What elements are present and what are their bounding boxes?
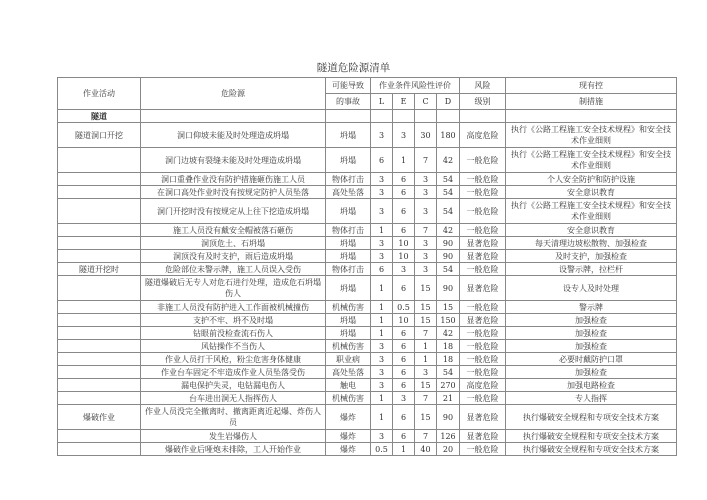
table-row: [58, 443, 677, 456]
cell-l: 3: [371, 430, 393, 443]
cell-activity: [58, 327, 141, 340]
cell-e: 6: [393, 379, 415, 392]
header-evaluation: 作业条件风险性评价: [371, 78, 460, 94]
cell-control: 执行爆破安全规程和专项安全技术方案: [506, 430, 677, 443]
cell-accident: 坍塌: [326, 199, 371, 224]
table-row: [58, 379, 677, 392]
cell-accident: 物体打击: [326, 263, 371, 276]
cell-c: 3: [415, 199, 437, 224]
cell-d: 15: [437, 301, 460, 314]
cell-control: 加强检查: [506, 340, 677, 353]
table-row: [58, 123, 677, 148]
cell-e: 6: [393, 199, 415, 224]
cell-accident: 坍塌: [326, 250, 371, 263]
cell-activity: [58, 314, 141, 327]
section-row: [58, 110, 677, 123]
cell-hazard: 爆破作业后哑炮未排除，工人开始作业: [141, 443, 326, 456]
cell-risk: 高度危险: [460, 379, 506, 392]
cell-risk: 一般危险: [460, 340, 506, 353]
cell-hazard: 作业台车固定不牢造成作业人员坠落受伤: [141, 366, 326, 379]
header-accident-2: 的事故: [326, 94, 371, 110]
cell-risk: 一般危险: [460, 353, 506, 366]
cell-e: 1: [393, 443, 415, 456]
table-row: [58, 366, 677, 379]
cell-c: 40: [415, 443, 437, 456]
cell-l: 3: [371, 340, 393, 353]
cell-accident: 坍塌: [326, 327, 371, 340]
cell-c: 30: [415, 123, 437, 148]
cell-d: 20: [437, 443, 460, 456]
cell-activity: [58, 148, 141, 173]
table-row: [58, 250, 677, 263]
cell-activity: [58, 392, 141, 405]
section-label: 隧道: [58, 110, 141, 123]
cell-activity: 隧道开挖时: [58, 263, 141, 276]
cell-risk: 显著危险: [460, 237, 506, 250]
cell-hazard: 作业人员没完全撤离时、撤离距离近起爆、炸伤人员: [141, 405, 326, 430]
cell-hazard: 施工人员没有戴安全帽被落石砸伤: [141, 224, 326, 237]
cell-e: 6: [393, 186, 415, 199]
table-row: [58, 430, 677, 443]
cell-risk: 一般危险: [460, 148, 506, 173]
cell-e: 10: [393, 314, 415, 327]
cell-activity: [58, 301, 141, 314]
document-title: 隧道危险源清单: [316, 62, 391, 74]
cell-hazard: 台车进出洞无人指挥伤人: [141, 392, 326, 405]
cell-activity: 隧道洞口开挖: [58, 123, 141, 148]
cell-hazard: 钻眼前没检查流石伤人: [141, 327, 326, 340]
header-risk: 风险: [460, 78, 506, 94]
cell-hazard: 支护不牢、坍不及时塌: [141, 314, 326, 327]
cell-d: 90: [437, 237, 460, 250]
cell-l: 6: [371, 263, 393, 276]
table-row: [58, 327, 677, 340]
cell-l: 3: [371, 366, 393, 379]
cell-control: 执行《公路工程施工安全技术规程》和安全技术作业细则: [506, 123, 677, 148]
cell-control: 警示牌: [506, 301, 677, 314]
header-L: L: [371, 94, 393, 110]
table-row: [58, 314, 677, 327]
cell-d: 18: [437, 340, 460, 353]
cell-e: 10: [393, 237, 415, 250]
header-D: D: [437, 94, 460, 110]
cell-d: 150: [437, 314, 460, 327]
cell-accident: 爆炸: [326, 430, 371, 443]
cell-control: 加强电路检查: [506, 379, 677, 392]
cell-risk: 一般危险: [460, 392, 506, 405]
cell-l: 3: [371, 237, 393, 250]
cell-risk: 高度危险: [460, 123, 506, 148]
cell-e: 3: [393, 392, 415, 405]
cell-d: 90: [437, 250, 460, 263]
cell-l: 3: [371, 250, 393, 263]
cell-accident: 职业病: [326, 353, 371, 366]
cell-d: 54: [437, 199, 460, 224]
header-activity: 作业活动: [58, 78, 141, 110]
cell-e: 3: [393, 263, 415, 276]
header-C: C: [415, 94, 437, 110]
table-row: [58, 263, 677, 276]
cell-d: 126: [437, 430, 460, 443]
table-row: [58, 276, 677, 301]
cell-activity: [58, 250, 141, 263]
cell-risk: 显著危险: [460, 276, 506, 301]
cell-d: 54: [437, 173, 460, 186]
cell-c: 15: [415, 276, 437, 301]
cell-d: 180: [437, 123, 460, 148]
cell-c: 15: [415, 405, 437, 430]
cell-d: 18: [437, 353, 460, 366]
cell-e: 6: [393, 366, 415, 379]
cell-c: 15: [415, 301, 437, 314]
table-row: [58, 148, 677, 173]
header-hazard: 危险源: [141, 78, 326, 110]
cell-l: 3: [371, 173, 393, 186]
cell-activity: [58, 379, 141, 392]
cell-accident: 坍塌: [326, 276, 371, 301]
cell-c: 15: [415, 379, 437, 392]
cell-activity: 爆破作业: [58, 405, 141, 430]
table-row: [58, 224, 677, 237]
cell-e: 6: [393, 224, 415, 237]
cell-d: 54: [437, 263, 460, 276]
cell-d: 270: [437, 379, 460, 392]
cell-risk: 一般危险: [460, 301, 506, 314]
cell-activity: [58, 224, 141, 237]
cell-hazard: 洞口仰坡未能及时处理造成坍塌: [141, 123, 326, 148]
cell-c: 7: [415, 224, 437, 237]
table-row: [58, 301, 677, 314]
table-row: [58, 199, 677, 224]
cell-hazard: 发生岩爆伤人: [141, 430, 326, 443]
cell-e: 6: [393, 327, 415, 340]
cell-activity: [58, 366, 141, 379]
cell-e: 6: [393, 340, 415, 353]
cell-activity: [58, 186, 141, 199]
cell-activity: [58, 340, 141, 353]
cell-activity: [58, 173, 141, 186]
header-control-2: 制措施: [506, 94, 677, 110]
cell-risk: 一般危险: [460, 263, 506, 276]
cell-e: 10: [393, 250, 415, 263]
cell-risk: 显著危险: [460, 314, 506, 327]
cell-l: 1: [371, 392, 393, 405]
cell-d: 54: [437, 366, 460, 379]
cell-l: 3: [371, 379, 393, 392]
cell-control: 执行爆破安全规程和专项安全技术方案: [506, 405, 677, 430]
header-row: [58, 78, 677, 94]
cell-control: 加强检查: [506, 366, 677, 379]
cell-accident: 机械伤害: [326, 392, 371, 405]
cell-c: 3: [415, 366, 437, 379]
header-accident: 可能导致: [326, 78, 371, 94]
cell-risk: 一般危险: [460, 186, 506, 199]
cell-hazard: 洞顶危土、石坍塌: [141, 237, 326, 250]
cell-d: 42: [437, 327, 460, 340]
cell-risk: 一般危险: [460, 327, 506, 340]
cell-e: 3: [393, 123, 415, 148]
cell-l: 3: [371, 123, 393, 148]
cell-c: 7: [415, 148, 437, 173]
cell-control: 及时支护，加强检查: [506, 250, 677, 263]
cell-e: 6: [393, 430, 415, 443]
cell-activity: [58, 430, 141, 443]
cell-activity: [58, 276, 141, 301]
cell-d: 90: [437, 405, 460, 430]
cell-accident: 坍塌: [326, 123, 371, 148]
cell-l: 1: [371, 224, 393, 237]
cell-control: 执行《公路工程施工安全技术规程》和安全技术作业细则: [506, 148, 677, 173]
cell-e: 6: [393, 173, 415, 186]
cell-risk: 显著危险: [460, 430, 506, 443]
cell-risk: 一般危险: [460, 224, 506, 237]
cell-c: 7: [415, 327, 437, 340]
cell-d: 90: [437, 276, 460, 301]
cell-accident: 爆炸: [326, 443, 371, 456]
cell-l: 1: [371, 276, 393, 301]
cell-e: 1: [393, 148, 415, 173]
cell-c: 3: [415, 173, 437, 186]
cell-activity: [58, 353, 141, 366]
cell-e: 0.5: [393, 301, 415, 314]
cell-d: 42: [437, 148, 460, 173]
cell-hazard: 作业人员打干风枪，粉尘危害身体健康: [141, 353, 326, 366]
cell-l: 3: [371, 199, 393, 224]
cell-l: 1: [371, 405, 393, 430]
cell-l: 1: [371, 327, 393, 340]
cell-control: 执行《公路工程施工安全技术规程》和安全技术作业细则: [506, 199, 677, 224]
cell-d: 21: [437, 392, 460, 405]
cell-control: 必要时戴防护口罩: [506, 353, 677, 366]
header-E: E: [393, 94, 415, 110]
cell-control: 加强检查: [506, 327, 677, 340]
cell-hazard: 在洞口高处作业时没有按规定防护人员坠落: [141, 186, 326, 199]
cell-hazard: 漏电保护失灵，电钻漏电伤人: [141, 379, 326, 392]
table-row: [58, 173, 677, 186]
cell-activity: [58, 443, 141, 456]
cell-control: 设警示牌，拉栏杆: [506, 263, 677, 276]
cell-l: 1: [371, 314, 393, 327]
cell-hazard: 风钻操作不当伤人: [141, 340, 326, 353]
cell-hazard: 洞门边坡有裂缝未能及时处理造成坍塌: [141, 148, 326, 173]
cell-control: 每天清理边坡松散物、加强检查: [506, 237, 677, 250]
cell-c: 1: [415, 340, 437, 353]
header-risk-2: 级别: [460, 94, 506, 110]
cell-hazard: 洞门开挖时没有按规定从上往下挖造成坍塌: [141, 199, 326, 224]
cell-hazard: 隧道爆破后无专人对危石进行处理，造成危石坍塌伤人: [141, 276, 326, 301]
cell-c: 3: [415, 263, 437, 276]
cell-accident: 物体打击: [326, 224, 371, 237]
cell-l: 0.5: [371, 443, 393, 456]
cell-c: 7: [415, 392, 437, 405]
cell-risk: 显著危险: [460, 250, 506, 263]
cell-accident: 物体打击: [326, 173, 371, 186]
cell-control: 加强检查: [506, 314, 677, 327]
cell-control: 安全意识教育: [506, 186, 677, 199]
cell-control: 专人指挥: [506, 392, 677, 405]
cell-control: 个人安全防护和防护设施: [506, 173, 677, 186]
cell-risk: 一般危险: [460, 443, 506, 456]
cell-c: 3: [415, 186, 437, 199]
cell-e: 6: [393, 353, 415, 366]
cell-control: 安全意识教育: [506, 224, 677, 237]
cell-e: 6: [393, 276, 415, 301]
cell-l: 6: [371, 148, 393, 173]
table-row: [58, 392, 677, 405]
cell-accident: 高处坠落: [326, 186, 371, 199]
cell-risk: 一般危险: [460, 173, 506, 186]
cell-accident: 坍塌: [326, 314, 371, 327]
cell-accident: 坍塌: [326, 148, 371, 173]
cell-l: 3: [371, 186, 393, 199]
cell-c: 3: [415, 250, 437, 263]
cell-risk: 一般危险: [460, 199, 506, 224]
cell-hazard: 洞顶没有及时支护，雨后造成坍塌: [141, 250, 326, 263]
cell-accident: 机械伤害: [326, 301, 371, 314]
cell-risk: 显著危险: [460, 405, 506, 430]
cell-c: 3: [415, 237, 437, 250]
cell-c: 15: [415, 314, 437, 327]
cell-accident: 高处坠落: [326, 366, 371, 379]
header-control: 现有控: [506, 78, 677, 94]
cell-hazard: 洞口重叠作业没有防护措施砸伤施工人员: [141, 173, 326, 186]
cell-d: 42: [437, 224, 460, 237]
cell-hazard: 非施工人员没有防护进入工作面被机械撞伤: [141, 301, 326, 314]
cell-c: 7: [415, 430, 437, 443]
cell-accident: 坍塌: [326, 237, 371, 250]
cell-risk: 一般危险: [460, 366, 506, 379]
cell-accident: 触电: [326, 379, 371, 392]
cell-control: 执行爆破安全规程和专项安全技术方案: [506, 443, 677, 456]
cell-c: 1: [415, 353, 437, 366]
table-row: [58, 237, 677, 250]
cell-activity: [58, 237, 141, 250]
table-row: [58, 405, 677, 430]
cell-accident: 爆炸: [326, 405, 371, 430]
table-row: [58, 340, 677, 353]
hazard-table: [57, 77, 677, 456]
cell-l: 3: [371, 353, 393, 366]
cell-control: 设专人及时处理: [506, 276, 677, 301]
cell-activity: [58, 199, 141, 224]
cell-hazard: 危险部位未警示牌，施工人员误入受伤: [141, 263, 326, 276]
table-row: [58, 353, 677, 366]
cell-accident: 机械伤害: [326, 340, 371, 353]
cell-l: 1: [371, 301, 393, 314]
cell-d: 54: [437, 186, 460, 199]
table-row: [58, 186, 677, 199]
cell-e: 6: [393, 405, 415, 430]
